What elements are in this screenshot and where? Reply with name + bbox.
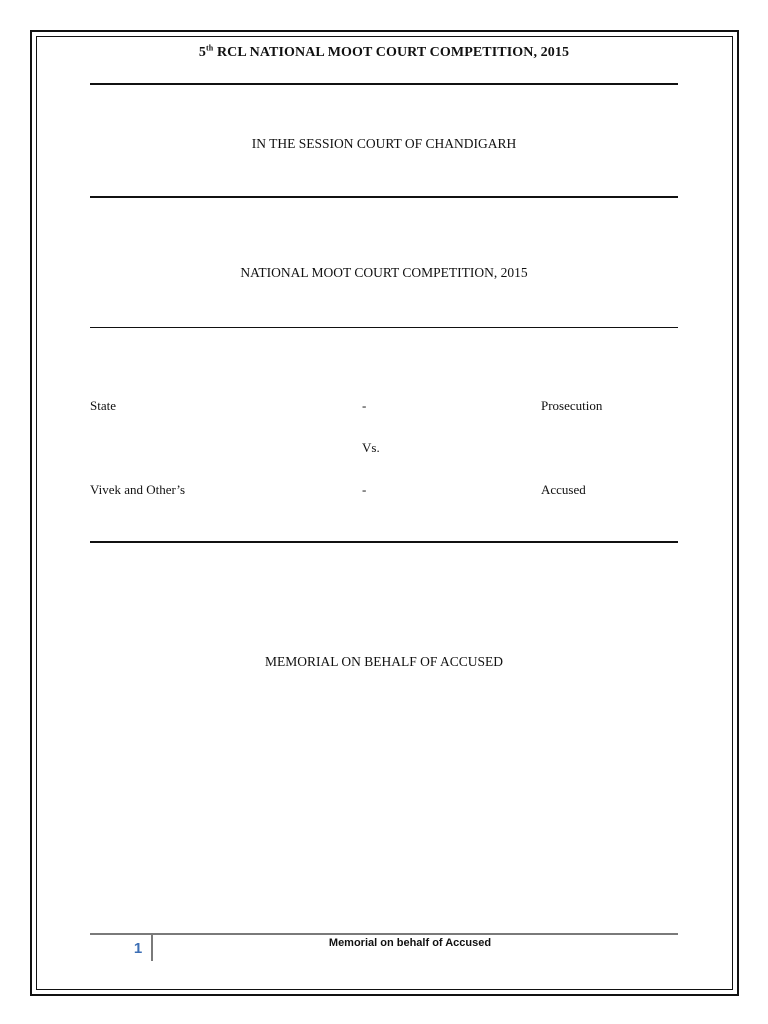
header-ordinal: 5 (198, 45, 207, 60)
page-border-inner (36, 36, 733, 990)
party-accused-role: Accused (541, 482, 586, 497)
competition-divider (90, 327, 678, 328)
memorial-title: MEMORIAL ON BEHALF OF ACCUSED (264, 654, 504, 669)
header-title-text: RCL NATIONAL MOOT COURT COMPETITION, 2015 (213, 45, 570, 60)
party-state-role: Prosecution (541, 398, 603, 413)
document-header-title (90, 45, 678, 61)
header-divider (90, 83, 678, 85)
party-state-dash: - (362, 398, 367, 413)
court-name: IN THE SESSION COURT OF CHANDIGARH (251, 136, 517, 151)
page-number: 1 (133, 940, 143, 957)
footer-text: Memorial on behalf of Accused (328, 937, 492, 949)
court-divider (90, 196, 678, 198)
parties-divider (90, 541, 678, 543)
header-ordinal-suffix: th (206, 43, 214, 53)
footer-rule (90, 933, 678, 935)
competition-name: NATIONAL MOOT COURT COMPETITION, 2015 (240, 265, 528, 280)
versus-label: Vs. (362, 440, 380, 455)
page-number-bar (151, 935, 153, 961)
party-state-name: State (90, 398, 116, 413)
party-accused-name: Vivek and Other’s (90, 482, 186, 497)
party-accused-dash: - (362, 482, 367, 497)
